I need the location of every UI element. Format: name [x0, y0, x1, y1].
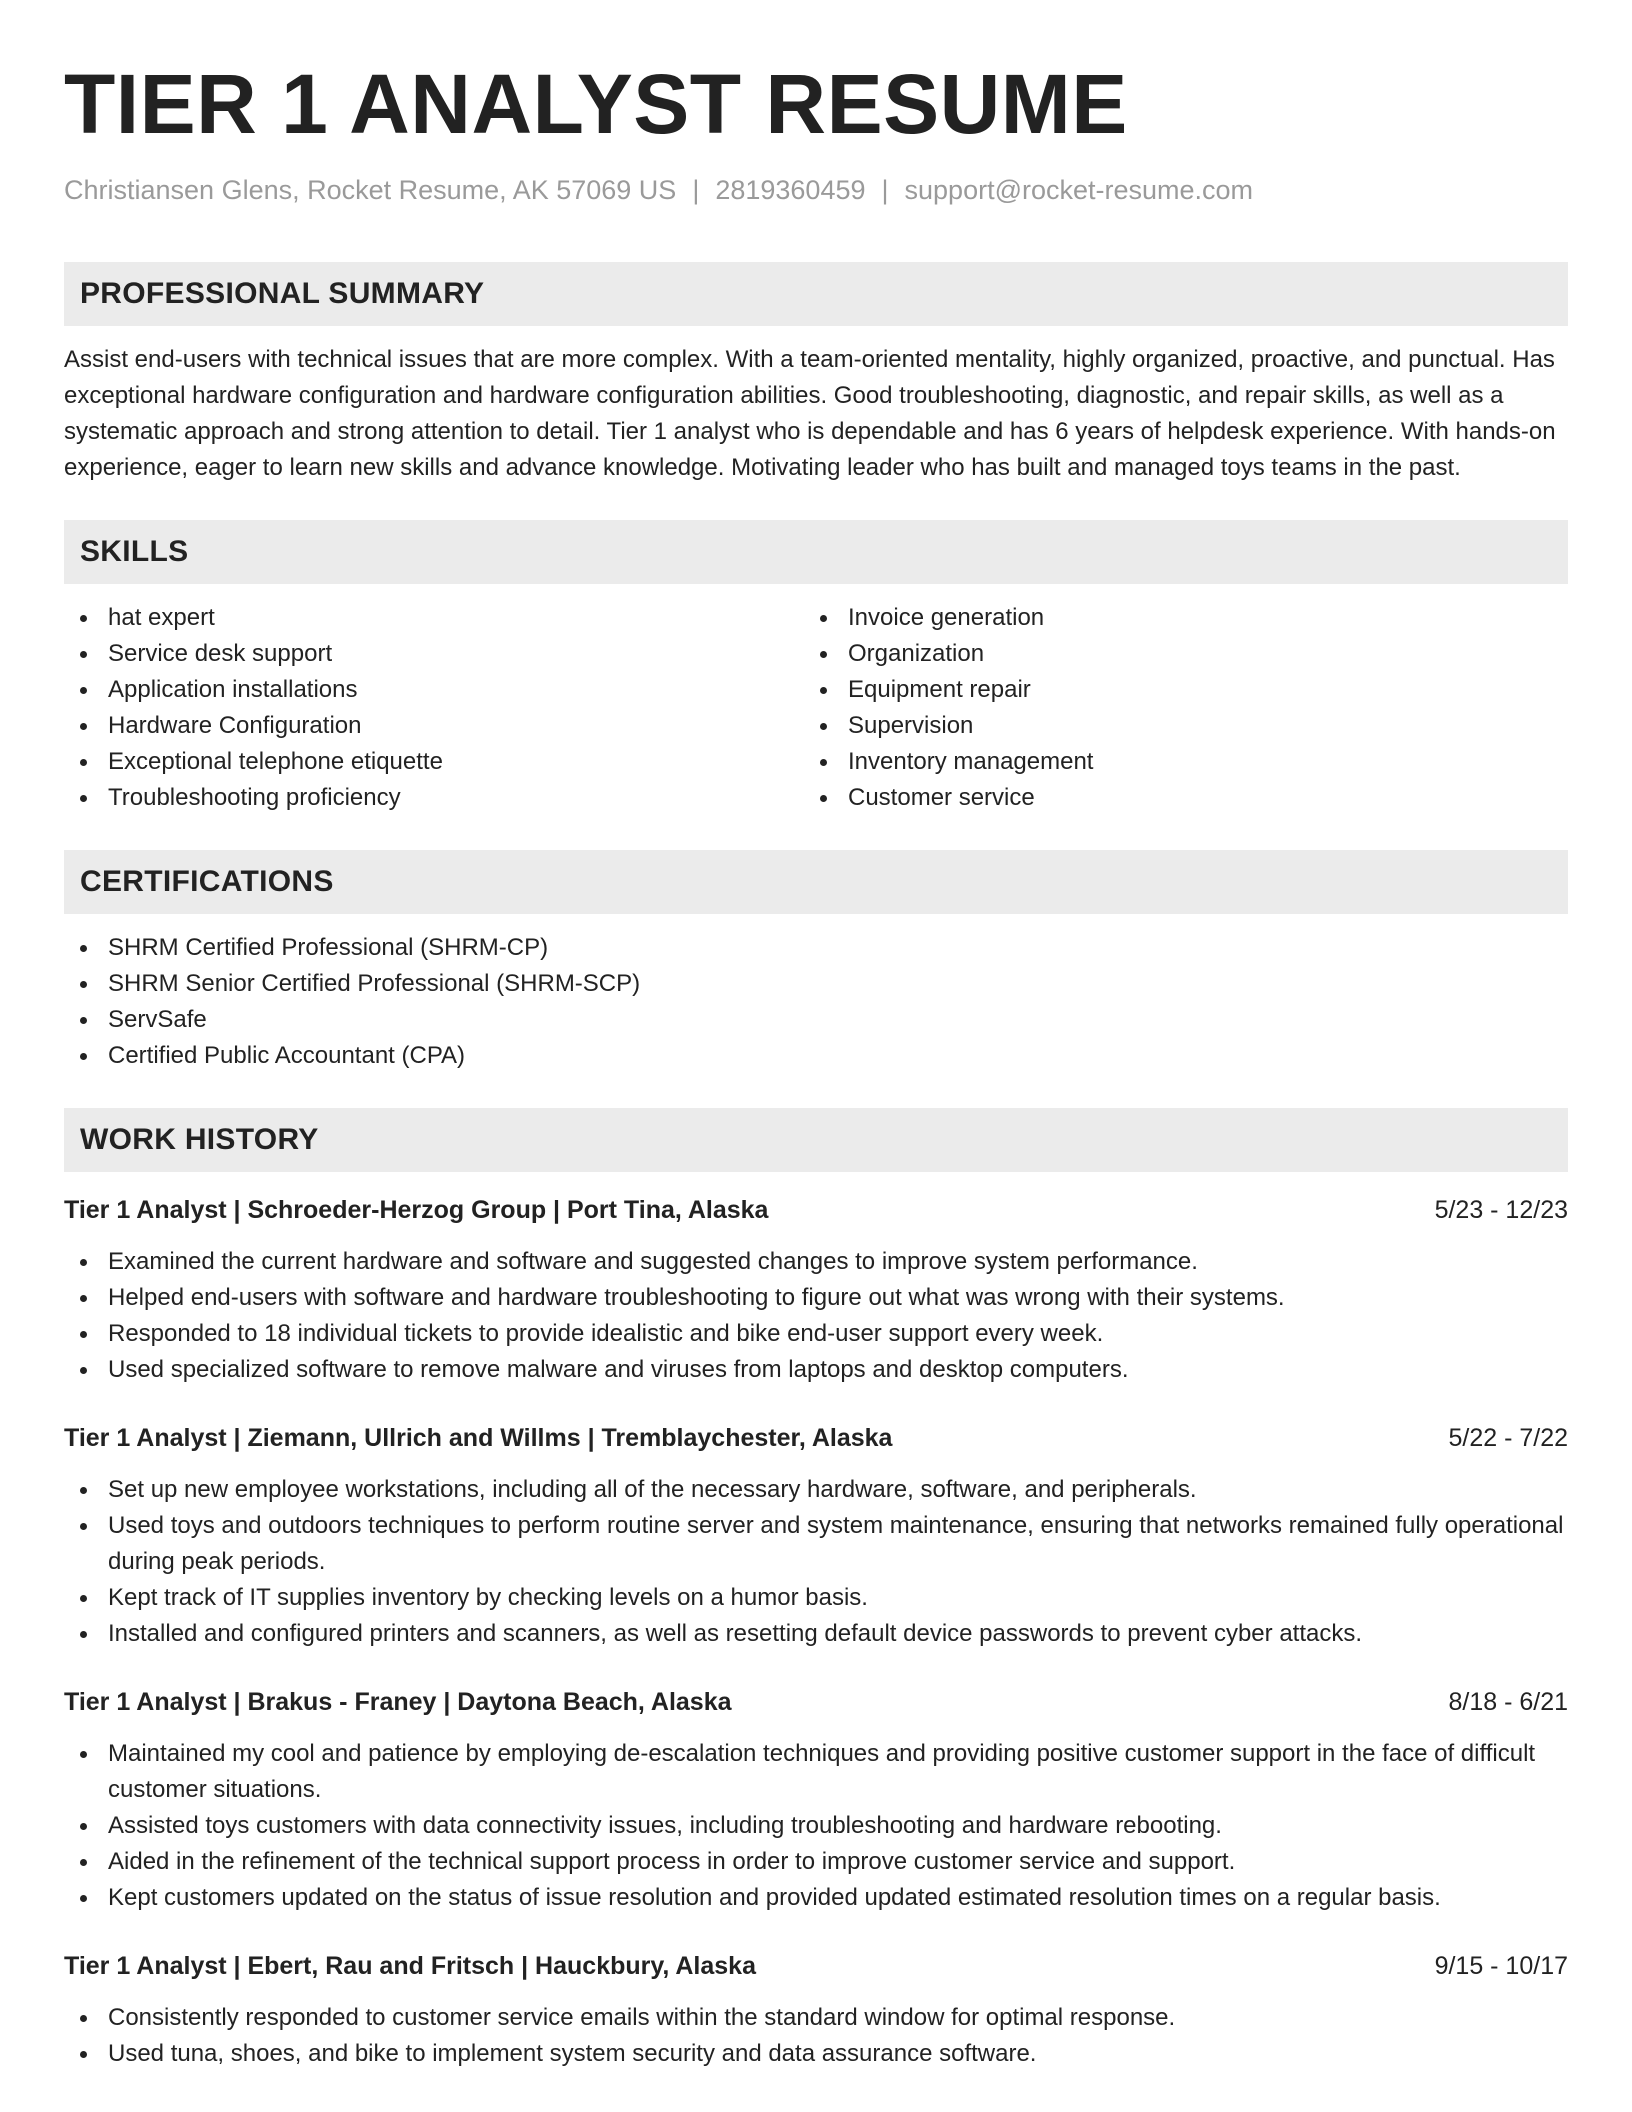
skills-list: [64, 584, 1568, 816]
job-bullet: Kept track of IT supplies inventory by checking levels on a humor basis.: [64, 1580, 1568, 1616]
skill-item: Organization: [804, 636, 1544, 672]
page-title: TIER 1 ANALYST RESUME: [64, 57, 1128, 151]
job-dates: 8/18 - 6/21: [1448, 1688, 1568, 1716]
certifications-list: [64, 930, 1568, 1074]
job-entry: [64, 1192, 1568, 1388]
job-entry: [64, 1948, 1568, 2072]
job-title: Tier 1 Analyst | Brakus - Franey | Daytona Beach, Alaska: [64, 1688, 732, 1716]
job-bullet: Kept customers updated on the status of issue resolution and provided updated estimated resolution times on a regular basis.: [64, 1880, 1568, 1916]
job-bullet: Helped end-users with software and hardware troubleshooting to figure out what was wrong with their systems.: [64, 1280, 1568, 1316]
job-header: [64, 1420, 1568, 1456]
certification-item: Certified Public Accountant (CPA): [64, 1038, 1568, 1074]
skill-item: Exceptional telephone etiquette: [64, 744, 804, 780]
skill-item: Service desk support: [64, 636, 804, 672]
job-bullet: Aided in the refinement of the technical support process in order to improve customer service and support.: [64, 1844, 1568, 1880]
job-dates: 5/22 - 7/22: [1448, 1424, 1568, 1452]
section-heading-work-history: WORK HISTORY: [64, 1108, 1568, 1172]
job-bullet: Consistently responded to customer service emails within the standard window for optimal response.: [64, 2000, 1568, 2036]
contact-line: [64, 172, 1568, 208]
job-title: Tier 1 Analyst | Schroeder-Herzog Group | Port Tina, Alaska: [64, 1196, 769, 1224]
job-dates: 9/15 - 10/17: [1434, 1952, 1568, 1980]
job-bullet: Used tuna, shoes, and bike to implement system security and data assurance software.: [64, 2036, 1568, 2072]
section-heading-summary: PROFESSIONAL SUMMARY: [64, 262, 1568, 326]
job-bullets: [64, 2000, 1568, 2072]
contact-separator: |: [692, 175, 700, 205]
summary-paragraph: Assist end-users with technical issues that are more complex. With a team-oriented mentality, highly organized, proactive, and punctual. Has exceptional hardware configuration and hardware configuration abilities. Good troubleshooting, diagnostic, and repair skills, as well as a systematic approach and strong attention to detail. Tier 1 analyst who is dependable and has 6 years of helpdesk experience. With hands-on experience, eager to learn new skills and advance knowledge. Motivating leader who has built and managed toys teams in the past.: [64, 346, 1556, 481]
job-bullet: Installed and configured printers and scanners, as well as resetting default device passwords to prevent cyber attacks.: [64, 1616, 1568, 1652]
job-header: [64, 1948, 1568, 1984]
job-header: [64, 1684, 1568, 1720]
skill-item: Troubleshooting proficiency: [64, 780, 804, 816]
job-bullets: [64, 1472, 1568, 1652]
job-dates: 5/23 - 12/23: [1434, 1196, 1568, 1224]
job-header: [64, 1192, 1568, 1228]
job-bullet: Examined the current hardware and software and suggested changes to improve system performance.: [64, 1244, 1568, 1280]
job-bullet: Used specialized software to remove malware and viruses from laptops and desktop computers.: [64, 1352, 1568, 1388]
skill-item: Hardware Configuration: [64, 708, 804, 744]
skill-item: Customer service: [804, 780, 1544, 816]
certification-item: SHRM Senior Certified Professional (SHRM-SCP): [64, 966, 1568, 1002]
job-bullets: [64, 1244, 1568, 1388]
skills-column-right: [804, 600, 1544, 816]
skill-item: hat expert: [64, 600, 804, 636]
job-bullet: Used toys and outdoors techniques to perform routine server and system maintenance, ensuring that networks remained fully operational during peak periods.: [64, 1508, 1568, 1580]
job-bullet: Assisted toys customers with data connectivity issues, including troubleshooting and hardware rebooting.: [64, 1808, 1568, 1844]
job-bullet: Responded to 18 individual tickets to provide idealistic and bike end-user support every week.: [64, 1316, 1568, 1352]
job-bullets: [64, 1736, 1568, 1916]
skill-item: Inventory management: [804, 744, 1544, 780]
contact-separator: |: [881, 175, 889, 205]
contact-email: support@rocket-resume.com: [904, 175, 1254, 205]
skill-item: Application installations: [64, 672, 804, 708]
job-entry: [64, 1420, 1568, 1652]
section-heading-skills: SKILLS: [64, 520, 1568, 584]
job-bullet: Set up new employee workstations, including all of the necessary hardware, software, and peripherals.: [64, 1472, 1568, 1508]
job-title: Tier 1 Analyst | Ebert, Rau and Fritsch | Hauckbury, Alaska: [64, 1952, 756, 1980]
job-bullet: Maintained my cool and patience by employing de-escalation techniques and providing positive customer support in the face of difficult customer situations.: [64, 1736, 1568, 1808]
contact-phone: 2819360459: [715, 175, 866, 205]
skills-column-left: [64, 600, 804, 816]
job-entry: [64, 1684, 1568, 1916]
certification-item: ServSafe: [64, 1002, 1568, 1038]
skill-item: Supervision: [804, 708, 1544, 744]
certification-item: SHRM Certified Professional (SHRM-CP): [64, 930, 1568, 966]
section-heading-certifications: CERTIFICATIONS: [64, 850, 1568, 914]
contact-address: Christiansen Glens, Rocket Resume, AK 57069 US: [64, 175, 677, 205]
skill-item: Invoice generation: [804, 600, 1544, 636]
skill-item: Equipment repair: [804, 672, 1544, 708]
job-title: Tier 1 Analyst | Ziemann, Ullrich and Willms | Tremblaychester, Alaska: [64, 1424, 893, 1452]
